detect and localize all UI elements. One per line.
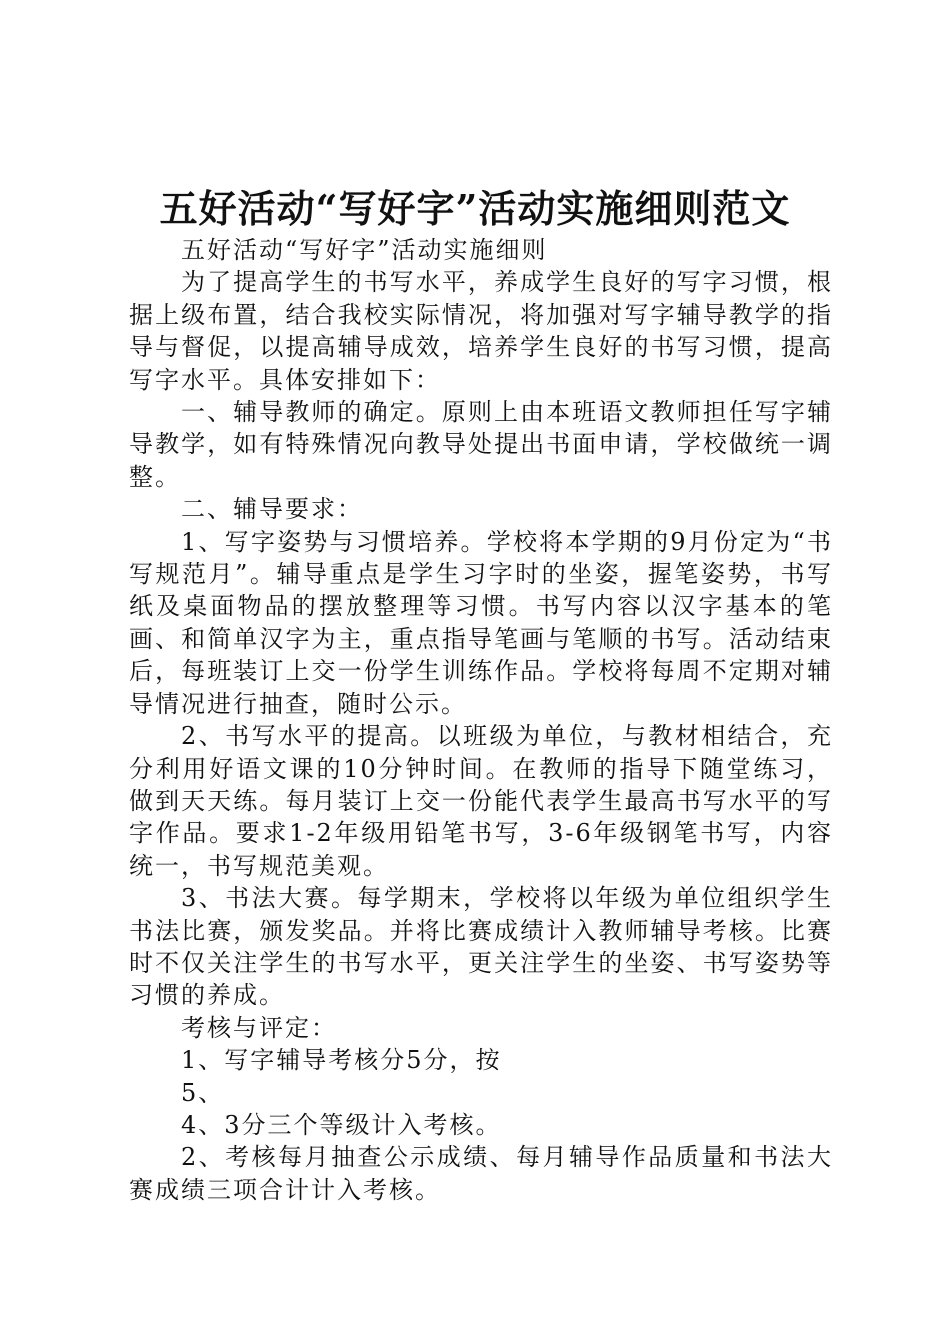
paragraph-assessment-1: 1、写字辅导考核分5分，按	[181, 1046, 502, 1075]
paragraph-assessment-1-cont: 5、	[181, 1078, 225, 1107]
paragraph-assessment-1-levels: 4、3分三个等级计入考核。	[181, 1110, 502, 1139]
paragraph-assessment-heading: 考核与评定：	[181, 1013, 337, 1042]
paragraph-section-2-heading: 二、辅导要求：	[181, 495, 363, 524]
paragraph-item-3: 3、书法大赛。每学期末，学校将以年级为单位组织学生书法比赛，颁发奖品。并将比赛成绩计入教师辅导考核。比赛时不仅关注学生的书写水平，更关注学生的坐姿、书写姿势等习惯的养成。	[129, 884, 833, 1010]
paragraph-item-1: 1、写字姿势与习惯培养。学校将本学期的9月份定为“书写规范月”。辅导重点是学生习字时的坐姿，握笔姿势，书写纸及桌面物品的摆放整理等习惯。书写内容以汉字基本的笔画、和简单汉字为主，重点指导笔画与笔顺的书写。活动结束后，每班装订上交一份学生训练作品。学校将每周不定期对辅导情况进行抽查，随时公示。	[129, 527, 833, 718]
paragraph-subtitle: 五好活动“写好字”活动实施细则	[181, 236, 548, 264]
document-body	[129, 234, 833, 1206]
paragraph-assessment-2: 2、考核每月抽查公示成绩、每月辅导作品质量和书法大赛成绩三项合计计入考核。	[129, 1143, 833, 1204]
document-title: 五好活动“写好字”活动实施细则范文	[159, 186, 791, 231]
paragraph-item-2: 2、书写水平的提高。以班级为单位，与教材相结合，充分利用好语文课的10分钟时间。在教师的指导下随堂练习，做到天天练。每月装订上交一份能代表学生最高书写水平的写字作品。要求1-2年级用铅笔书写，3-6年级钢笔书写，内容统一，书写规范美观。	[129, 722, 833, 880]
paragraph-intro: 为了提高学生的书写水平，养成学生良好的写字习惯，根据上级布置，结合我校实际情况，将加强对写字辅导教学的指导与督促，以提高辅导成效，培养学生良好的书写习惯，提高写字水平。具体安排如下：	[129, 268, 833, 394]
paragraph-section-1: 一、辅导教师的确定。原则上由本班语文教师担任写字辅导教学，如有特殊情况向教导处提出书面申请，学校做统一调整。	[129, 398, 833, 491]
